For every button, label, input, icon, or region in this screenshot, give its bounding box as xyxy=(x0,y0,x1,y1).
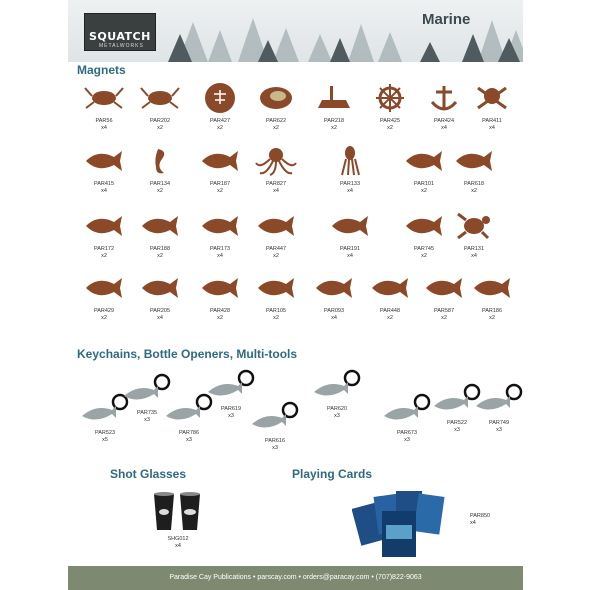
keychain-code: PAR735 xyxy=(136,410,158,416)
magnet-code: PAR427 xyxy=(209,118,231,124)
magnet-item[interactable] xyxy=(134,82,186,132)
keychain-code: PAR786 xyxy=(178,430,200,436)
magnet-qty: x4 xyxy=(347,188,353,194)
magnet-item[interactable] xyxy=(398,145,450,195)
magnet-item[interactable] xyxy=(324,210,376,260)
magnet-item[interactable] xyxy=(448,210,500,260)
keychain-code: PAR522 xyxy=(446,420,468,426)
magnet-qty: x2 xyxy=(157,188,163,194)
section-title-playing-cards: Playing Cards xyxy=(292,467,373,481)
page-title: Marine xyxy=(422,11,471,28)
magnet-code: PAR411 xyxy=(482,118,502,124)
magnet-qty: x4 xyxy=(331,315,337,321)
magnet-code: PAR101 xyxy=(413,181,435,187)
keychain-qty: x3 xyxy=(404,437,410,443)
magnet-qty: x2 xyxy=(387,125,393,131)
magnet-qty: x4 xyxy=(217,253,223,259)
magnet-code: PAR425 xyxy=(379,118,401,124)
section-title-keychains: Keychains, Bottle Openers, Multi-tools xyxy=(77,347,298,361)
magnet-item[interactable] xyxy=(78,272,130,322)
ship-wheel-icon xyxy=(368,82,412,116)
magnet-item[interactable] xyxy=(194,272,246,322)
keychain-code: PAR616 xyxy=(264,438,286,444)
magnet-code: PAR618 xyxy=(463,181,485,187)
magnet-qty: x4 xyxy=(101,125,107,131)
keychain-qty: x3 xyxy=(454,427,460,433)
keychain-item[interactable] xyxy=(470,382,523,434)
magnet-item[interactable] xyxy=(194,82,246,132)
magnet-code: PAR424 xyxy=(433,118,455,124)
magnet-item[interactable] xyxy=(308,272,360,322)
squid-icon xyxy=(328,145,372,179)
magnet-code: PAR105 xyxy=(265,308,287,314)
seahorse-icon xyxy=(138,145,182,179)
magnet-qty: x2 xyxy=(331,125,337,131)
oyster-icon xyxy=(254,82,298,116)
magnet-qty: x2 xyxy=(273,125,279,131)
magnet-code: PAR428 xyxy=(209,308,231,314)
magnet-qty: x2 xyxy=(101,253,107,259)
crab-icon xyxy=(82,82,126,116)
magnet-qty: x2 xyxy=(421,253,427,259)
skull-crossbones-icon xyxy=(470,82,514,116)
keychain-item[interactable] xyxy=(308,368,366,420)
magnet-qty: x2 xyxy=(157,253,163,259)
footer-bar: Paradise Cay Publications • parscay.com • orders@paracay.com • (707)822-9063 xyxy=(68,566,523,590)
magnet-item[interactable] xyxy=(78,145,130,195)
magnet-item[interactable] xyxy=(78,210,130,260)
magnet-item[interactable] xyxy=(466,272,518,322)
shot-glass-qty: x4 xyxy=(175,543,181,549)
magnet-code: PAR134 xyxy=(149,181,171,187)
magnet-qty: x4 xyxy=(471,253,477,259)
magnet-code: PAR415 xyxy=(93,181,115,187)
magnet-code: PAR187 xyxy=(209,181,231,187)
magnet-qty: x4 xyxy=(157,315,163,321)
magnet-item[interactable] xyxy=(308,82,360,132)
keychain-qty: x3 xyxy=(144,417,150,423)
keychain-qty: x3 xyxy=(228,413,234,419)
keychain-code: PAR619 xyxy=(220,406,242,412)
magnet-item[interactable] xyxy=(364,272,416,322)
magnet-item[interactable] xyxy=(398,210,450,260)
magnet-qty: x2 xyxy=(157,125,163,131)
shot-glass-item[interactable] xyxy=(148,490,208,550)
keychain-code: PAR523 xyxy=(94,430,116,436)
magnet-code: PAR093 xyxy=(323,308,345,314)
magnet-qty: x2 xyxy=(217,315,223,321)
magnet-qty: x4 xyxy=(347,253,353,259)
salmon-icon xyxy=(368,272,412,306)
magnet-item[interactable] xyxy=(418,82,470,132)
keychain-qty: x3 xyxy=(272,445,278,451)
rockfish-icon xyxy=(82,272,126,306)
magnet-code: PAR191 xyxy=(339,246,361,252)
humpback-whale-icon xyxy=(198,210,242,244)
orca-icon xyxy=(328,210,372,244)
magnet-item[interactable] xyxy=(250,210,302,260)
magnet-item[interactable] xyxy=(134,210,186,260)
brand-name: SQUATCH xyxy=(89,30,151,43)
magnet-qty: x4 xyxy=(273,188,279,194)
magnet-qty: x2 xyxy=(441,315,447,321)
magnet-code: PAR173 xyxy=(209,246,231,252)
whale-keychain-icon xyxy=(202,368,260,404)
magnet-code: PAR188 xyxy=(149,246,171,252)
playing-cards-label xyxy=(470,513,500,527)
dolphin-icon xyxy=(82,210,126,244)
magnet-code: PAR172 xyxy=(93,246,115,252)
humpback-keychain-icon xyxy=(308,368,366,404)
seal-icon xyxy=(402,145,446,179)
magnet-item[interactable] xyxy=(250,272,302,322)
grouper-icon xyxy=(138,272,182,306)
magnet-item[interactable] xyxy=(466,82,518,132)
magnet-qty: x2 xyxy=(101,315,107,321)
magnet-code: PAR587 xyxy=(433,308,455,314)
magnet-code: PAR745 xyxy=(413,246,435,252)
keychain-item[interactable] xyxy=(246,400,304,452)
playing-cards-code: PAR850 xyxy=(470,513,491,519)
shell-keychain-icon xyxy=(470,382,523,418)
magnet-qty: x2 xyxy=(217,188,223,194)
sea-lion-icon xyxy=(452,145,496,179)
sperm-whale-icon xyxy=(138,210,182,244)
magnet-item[interactable] xyxy=(194,210,246,260)
keychain-qty: x3 xyxy=(334,413,340,419)
magnet-item[interactable] xyxy=(418,272,470,322)
section-title-shot-glasses: Shot Glasses xyxy=(110,467,187,481)
playing-cards-icon xyxy=(352,485,462,561)
section-title-magnets: Magnets xyxy=(77,63,126,77)
keychain-code: PAR620 xyxy=(326,406,348,412)
magnet-item[interactable] xyxy=(134,272,186,322)
magnet-code: PAR447 xyxy=(265,246,287,252)
keychain-code: PAR749 xyxy=(488,420,510,426)
magnet-qty: x2 xyxy=(217,125,223,131)
magnet-qty: x2 xyxy=(387,315,393,321)
magnet-code: PAR186 xyxy=(481,308,503,314)
keychain-qty: x5 xyxy=(102,437,108,443)
magnet-code: PAR133 xyxy=(339,181,361,187)
keychain-code: PAR673 xyxy=(396,430,418,436)
magnet-code: PAR131 xyxy=(463,246,485,252)
magnet-qty: x2 xyxy=(273,253,279,259)
magnet-qty: x2 xyxy=(421,188,427,194)
magnet-item[interactable] xyxy=(250,82,302,132)
shot-glass-code: SHG012 xyxy=(167,536,189,542)
trout-icon xyxy=(470,272,514,306)
playing-cards-qty: x4 xyxy=(470,520,476,526)
otter-icon xyxy=(198,145,242,179)
gray-whale-icon xyxy=(254,210,298,244)
sea-turtle-icon xyxy=(452,210,496,244)
magnet-code: PAR202 xyxy=(149,118,171,124)
header-banner xyxy=(68,0,523,62)
magnet-code: PAR448 xyxy=(379,308,401,314)
magnet-code: PAR56 xyxy=(95,118,113,124)
shot-glass-icon xyxy=(150,490,206,534)
tuna-icon xyxy=(198,272,242,306)
brand-subtitle: METALWORKS xyxy=(99,43,144,49)
crab-icon xyxy=(138,82,182,116)
whale-icon xyxy=(82,145,126,179)
magnet-qty: x2 xyxy=(489,315,495,321)
magnet-item[interactable] xyxy=(250,145,302,195)
shipwreck-icon xyxy=(312,82,356,116)
anchor-icon xyxy=(422,82,466,116)
keychain-qty: x3 xyxy=(496,427,502,433)
flounder-icon xyxy=(254,272,298,306)
octopus-icon xyxy=(254,145,298,179)
magnet-item[interactable] xyxy=(448,145,500,195)
magnet-code: PAR205 xyxy=(149,308,171,314)
magnet-qty: x4 xyxy=(101,188,107,194)
magnet-item[interactable] xyxy=(194,145,246,195)
shark-icon xyxy=(402,210,446,244)
brand-logo xyxy=(84,13,156,51)
leaping-fish-icon xyxy=(422,272,466,306)
magnet-code: PAR622 xyxy=(265,118,287,124)
jumping-salmon-icon xyxy=(312,272,356,306)
catalog-page xyxy=(68,0,523,590)
orca-keychain-icon xyxy=(246,400,304,436)
sand-dollar-icon xyxy=(198,82,242,116)
magnet-item[interactable] xyxy=(324,145,376,195)
magnet-code: PAR218 xyxy=(323,118,345,124)
magnet-qty: x2 xyxy=(471,188,477,194)
magnet-item[interactable] xyxy=(78,82,130,132)
magnet-code: PAR429 xyxy=(93,308,115,314)
magnet-item[interactable] xyxy=(364,82,416,132)
magnet-item[interactable] xyxy=(134,145,186,195)
playing-cards-item[interactable] xyxy=(360,485,520,561)
magnet-code: PAR827 xyxy=(265,181,287,187)
magnet-qty: x4 xyxy=(441,125,447,131)
magnet-qty: x2 xyxy=(273,315,279,321)
keychain-qty: x3 xyxy=(186,437,192,443)
magnet-qty: x4 xyxy=(489,125,495,131)
